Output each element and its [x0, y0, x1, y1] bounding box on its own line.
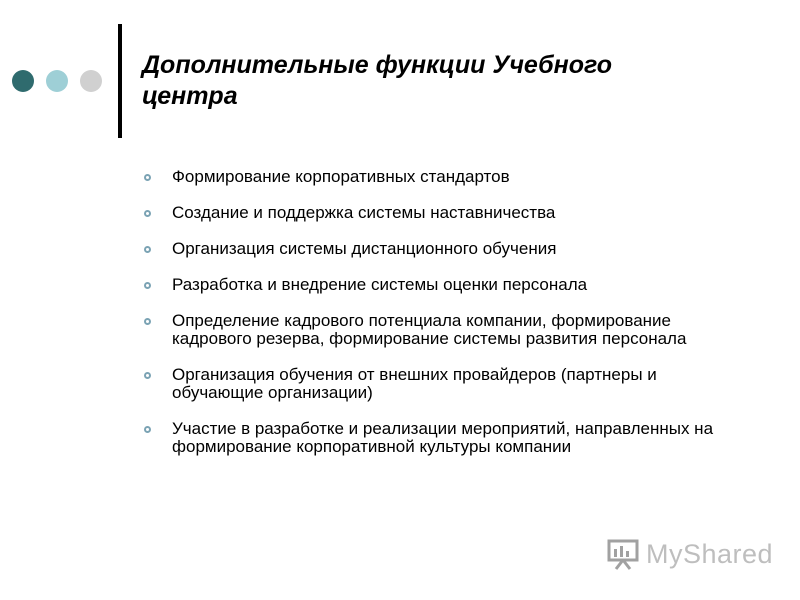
bullet-circle-icon — [144, 246, 151, 253]
bullet-item — [144, 276, 744, 294]
dot-dark-icon — [12, 70, 34, 92]
title-divider-bar — [118, 24, 122, 138]
bullet-circle-icon — [144, 174, 151, 181]
bullet-circle-icon — [144, 426, 151, 433]
bullet-text: Определение кадрового потенциала компании, формирование кадрового резерва, формирование системы развития персонала — [172, 311, 687, 348]
dot-mid-icon — [46, 70, 68, 92]
bullet-circle-icon — [144, 372, 151, 379]
bullet-item — [144, 420, 744, 456]
bullet-circle-icon — [144, 282, 151, 289]
bullet-text: Участие в разработке и реализации мероприятий, направленных на формирование корпоративной культуры компании — [172, 419, 714, 456]
bullet-item — [144, 240, 744, 258]
bullet-text: Формирование корпоративных стандартов — [172, 167, 510, 186]
slide-title: Дополнительные функции Учебного центра — [142, 51, 612, 110]
bullet-text: Разработка и внедрение системы оценки персонала — [172, 275, 588, 294]
bullet-list — [144, 168, 744, 474]
bullet-circle-icon — [144, 318, 151, 325]
bullet-item — [144, 366, 744, 402]
bullet-item — [144, 204, 744, 222]
watermark-text: MyShared — [646, 538, 774, 569]
bullet-item — [144, 312, 744, 348]
bullet-text: Организация системы дистанционного обучения — [172, 239, 557, 258]
dot-light-icon — [80, 70, 102, 92]
bullet-text: Организация обучения от внешних провайдеров (партнеры и обучающие организации) — [172, 365, 657, 402]
presentation-board-icon — [606, 537, 640, 571]
bullet-item — [144, 168, 744, 186]
bullet-text: Создание и поддержка системы наставничества — [172, 203, 556, 222]
bullet-circle-icon — [144, 210, 151, 217]
watermark — [606, 534, 773, 574]
